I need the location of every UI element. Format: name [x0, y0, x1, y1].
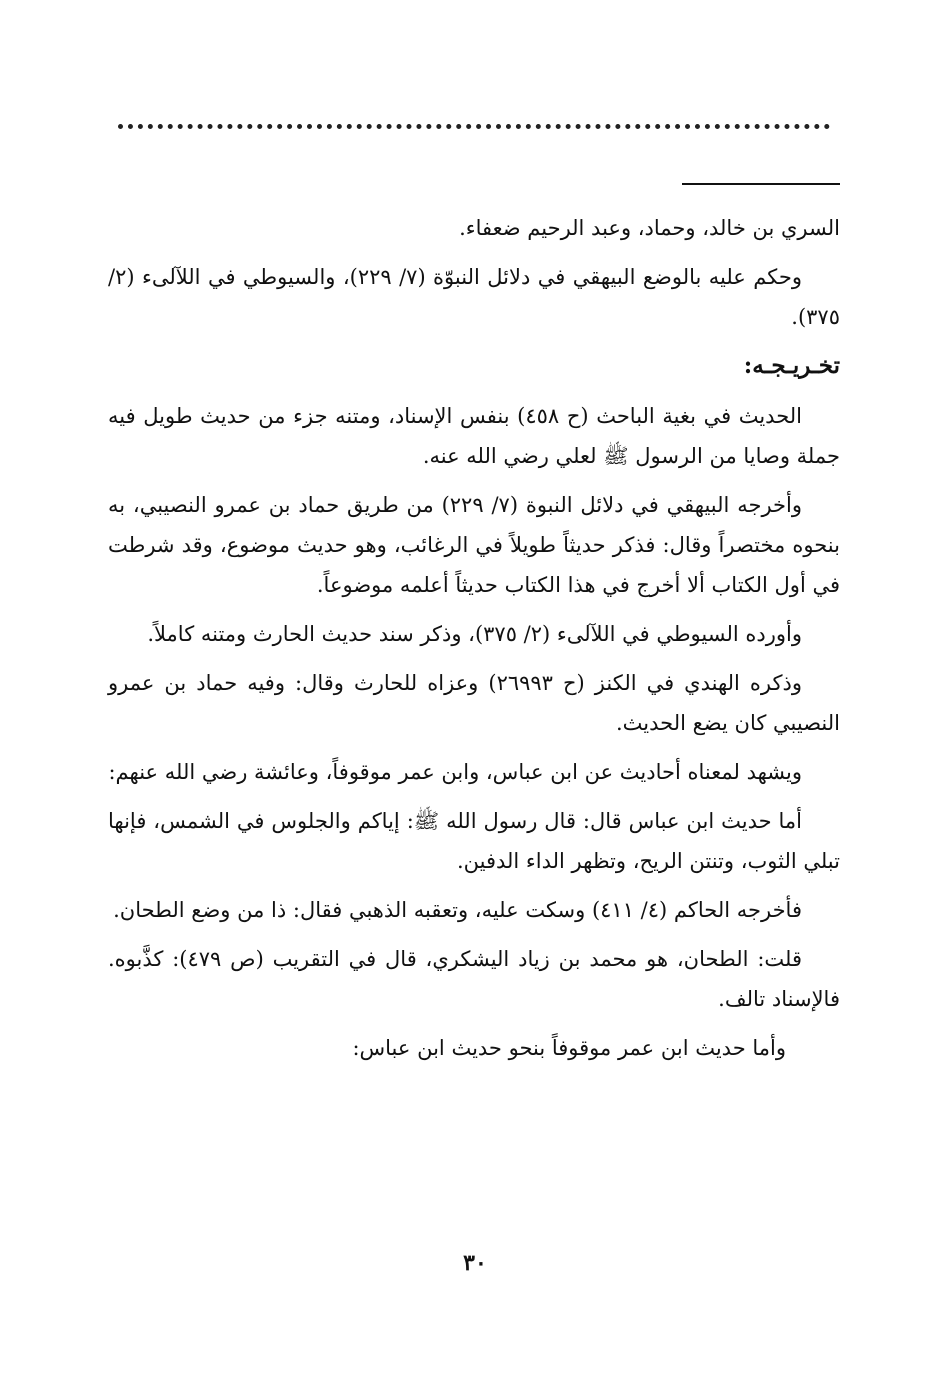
paragraph: الحديث في بغية الباحث (ح ٤٥٨) بنفس الإسناد، ومتنه جزء من حديث طويل فيه جملة وصايا من الرسول ﷺ لعلي رضي الله عنه.: [108, 404, 840, 468]
paragraph: وأما حديث ابن عمر موقوفاً بنحو حديث ابن عباس:: [352, 1036, 786, 1060]
page-body: [108, 208, 840, 1077]
paragraph: وذكره الهندي في الكنز (ح ٢٦٩٩٣) وعزاه للحارث وقال: وفيه حماد بن عمرو النصيبي كان يضع الحديث.: [108, 671, 840, 735]
paragraph: وأخرجه البيهقي في دلائل النبوة (٧/ ٢٢٩) من طريق حماد بن عمرو النصيبي، به بنحوه مختصراً وقال: فذكر حديثاً طويلاً في الرغائب، وهو حديث موضوع، وقد شرطت في أول الكتاب ألا أخرج في هذا الكتاب حديثاً أعلمه موضوعاً.: [108, 493, 840, 597]
section-heading: تخـريـجـه:: [743, 352, 840, 379]
paragraph: ويشهد لمعناه أحاديث عن ابن عباس، وابن عمر موقوفاً، وعائشة رضي الله عنهم:: [108, 760, 802, 784]
paragraph: فأخرجه الحاكم (٤/ ٤١١) وسكت عليه، وتعقبه الذهبي فقال: ذا من وضع الطحان.: [113, 898, 802, 922]
paragraph: أما حديث ابن عباس قال: قال رسول الله ﷺ: إياكم والجلوس في الشمس، فإنها تبلي الثوب، وتنتن الريح، وتظهر الداء الدفين.: [108, 809, 840, 873]
footnote-continuation: السري بن خالد، وحماد، وعبد الرحيم ضعفاء.: [459, 216, 840, 240]
paragraph: قلت: الطحان، هو محمد بن زياد اليشكري، قال في التقريب (ص ٤٧٩): كذَّبوه. فالإسناد تالف.: [108, 947, 840, 1011]
footnote-separator: [682, 183, 840, 185]
dotted-separator: [118, 124, 830, 129]
paragraph: وأورده السيوطي في اللآلىء (٢/ ٣٧٥)، وذكر سند حديث الحارث ومتنه كاملاً.: [147, 622, 802, 646]
page-number: ٣٠: [463, 1250, 487, 1276]
paragraph: وحكم عليه بالوضع البيهقي في دلائل النبوّة (٧/ ٢٢٩)، والسيوطي في اللآلىء (٢/ ٣٧٥).: [108, 265, 840, 329]
